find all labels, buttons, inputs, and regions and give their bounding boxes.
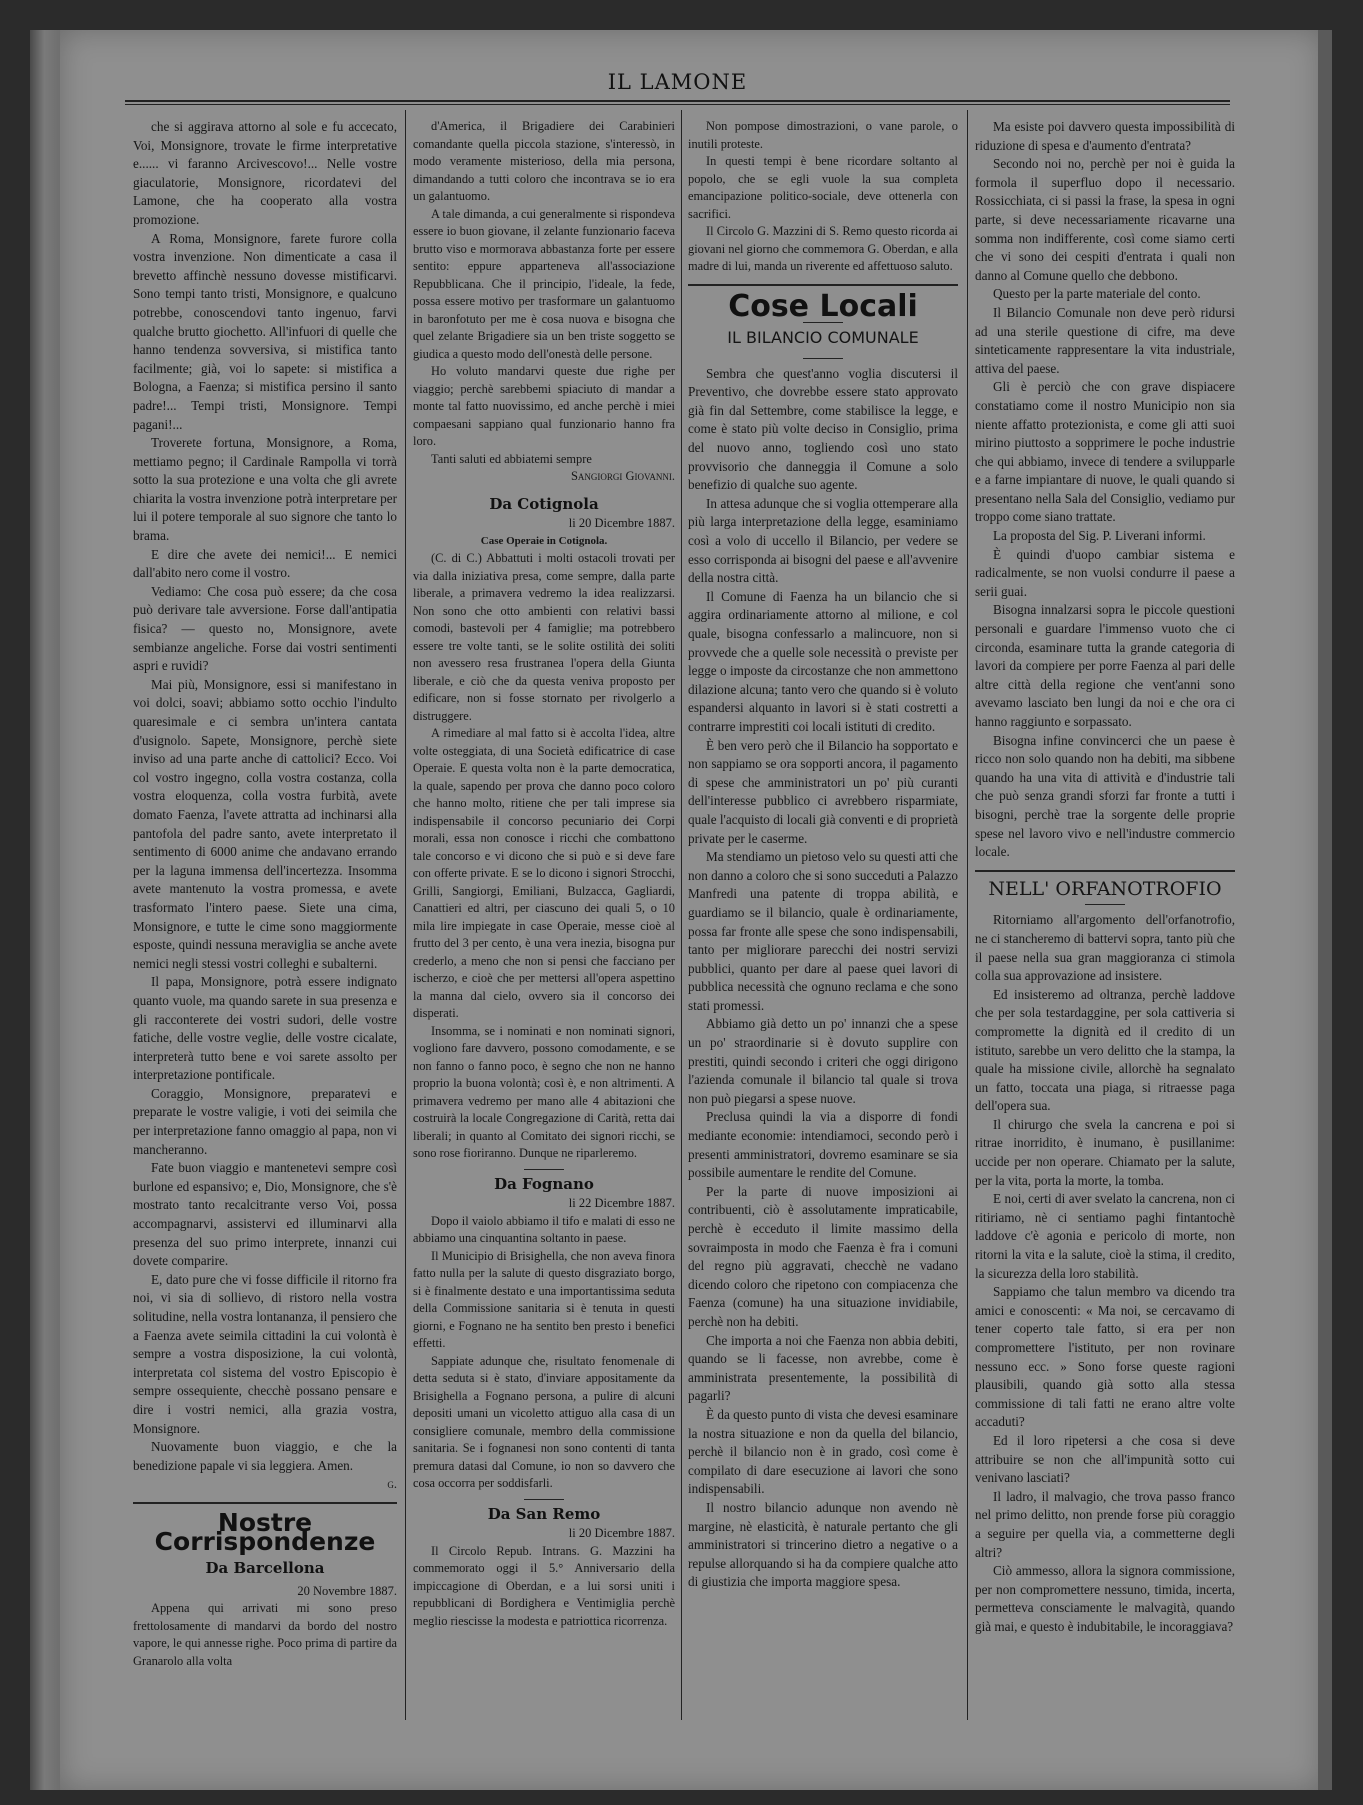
- paragraph: Insomma, se i nominati e non nominati signori, vogliono fare davvero, possono comodamente, e se non fanno o fanno poco, è segno che non ne hanno proprio la buona volontà; così è, e non altrimenti. A primavera vedremo per mano alle 4 abitazioni che costruirà la locale Congregazione di Carità, retta dai liberali; in quanto al Comitato dei signori ricchi, se sono rose fioriranno. Dunque ne riparleremo.: [413, 1023, 675, 1160]
- column-2: [413, 118, 675, 1718]
- paragraph: Nuovamente buon viaggio, e che la benedizione papale vi sia leggiera. Amen.: [133, 1439, 397, 1473]
- paragraph: Coraggio, Monsignore, preparatevi e preparate le vostre valigie, i voti dei seimila che per interpretazione fanno omaggio al papa, non vi mancheranno.: [133, 1085, 397, 1157]
- paragraph: Secondo noi no, perchè per noi è guida la formola il superfluo dopo il necessario. Rossicchiata, ci si passi la frase, la spesa in ogni parte, si deve necessariamente ricavarne una somma non indifferente, così come siamo certi che vi sono dei cespiti d'entrata i quali non danno al Comune quello che debbono.: [975, 156, 1235, 283]
- paragraph: Il Comune di Faenza ha un bilancio che si aggira ordinariamente attorno al milione, e col quale, bisogna confessarlo a malincuore, non si provvede che a quelle sole necessità o previste per legge o imposte da circostanze che non ammettono dilazione alcuna; tanto vero che quando si è voluto espandersi alquanto in lavori si è stati costretti a contrarre imprestiti coi locali istituti di credito.: [688, 588, 958, 734]
- paragraph: Preclusa quindi la via a disporre di fondi mediante economie: intendiamoci, secondo però i presenti amministratori, dovremo esaminare se sia possibile aumentare le rendite del Comune.: [688, 1109, 958, 1181]
- divider: [803, 358, 843, 359]
- paragraph: Non pompose dimostrazioni, o vane parole, o inutili proteste.: [688, 119, 958, 151]
- masthead: IL LAMONE: [607, 70, 748, 94]
- article-body: [413, 1213, 675, 1493]
- paragraph: E noi, certi di aver svelato la cancrena, non ci ritiriamo, nè ci sentiamo paghi fintantochè laddove c'è agonia e pericolo di morte, non ritorni la vita e la salute, cioè la stima, il credito, la sicurezza della loro stabilità.: [975, 1191, 1235, 1281]
- paragraph: Gli è perciò che con grave dispiacere constatiamo come il nostro Municipio non sia niente affatto protezionista, e come gli atti suoi mirino piuttosto a sopprimere le poche industrie che qui abbiamo, invece di tendere a svilupparle e a farne impiantare di nuove, le quali quando si presentano nella Sala del Consiglio, vediamo pur troppo come siano trattate.: [975, 379, 1235, 525]
- paragraph: Ritorniamo all'argomento dell'orfanotrofio, ne ci stancheremo di battervi sopra, tanto più che il paese nella sua gran maggioranza ci stimola colla sua approvazione ad insistere.: [975, 912, 1235, 984]
- paragraph: È da questo punto di vista che devesi esaminare la nostra situazione e non da quella del bilancio, perchè il bilancio non è in grado, così come è compilato di dare esecuzione ai lavori che sono indispensabili.: [688, 1406, 958, 1497]
- paragraph: Abbiamo già detto un po' innanzi che a spese un po' straordinarie si è dovuto supplire con prestiti, quindi secondo i criteri che oggi dirigono l'azienda comunale il bilancio tal quale si trova non può piegarsi a spese nuove.: [688, 1016, 958, 1106]
- paragraph: Bisogna infine convincerci che un paese è ricco non solo quando non ha debiti, ma sibbene quando ha una vita di attività e d'industrie tali che può senza grandi sforzi far fronte a tutti i bisogni, perchè trae la sorgente delle proprie spese nel lavoro vivo e nell'industre commercio locale.: [975, 732, 1235, 860]
- paragraph: E, dato pure che vi fosse difficile il ritorno fra noi, vi sia di sollievo, di ristoro nella vostra solitudine, nella vostra lontananza, il pensiero che a Faenza avete seimila cittadini la cui volontà è sempre a vostra disposizione, la cui volontà, interpretata col sistema del vostro Episcopio è sempre ossequiente, checchè possano pensare e dire i vostri nemici, alla grazia vostra, Monsignore.: [133, 1271, 397, 1436]
- paragraph: Questo per la parte materiale del conto.: [993, 286, 1201, 302]
- paragraph: Ho voluto mandarvi queste due righe per viaggio; perchè sarebbemi spiaciuto di mandar a monte tal fatto nuovissimo, ed anche perchè i miei compaesani sappiano qual funzionario hanno fra loro.: [413, 364, 675, 448]
- article-body: [688, 365, 958, 1592]
- divider: [524, 1499, 564, 1500]
- paragraph: Per la parte di nuove imposizioni ai contribuenti, ciò è assolutamente impraticabile, perchè è ecceduto il limite massimo della sovraimposta in modo che Faenza è fra i comuni del regno più aggravati, checchè ne vadano dicendo coloro che ripetono con compiacenza che Faenza (comune) ha una situazione invidiabile, perchè non ha debiti.: [688, 1183, 958, 1329]
- paragraph: Sembra che quest'anno voglia discutersi il Preventivo, che dovrebbe essere stato approvato già fin dal Settembre, come stabilisce la legge, e come è stato più volte deciso in Consiglio, prima del nuovo anno, togliendo così uno stato provvisorio che danneggia il Comune a solo benefizio di qualche suo agente.: [688, 365, 958, 493]
- dateline: li 20 Dicembre 1887.: [568, 1526, 675, 1540]
- article-body: [975, 911, 1235, 1636]
- paragraph: che si aggirava attorno al sole e fu accecato, Voi, Monsignore, trovate le firme interpretative e...... vi faranno Arcivescovo!... Nelle vostre giaculatorie, Monsignore, ricordatevi del Lamone, che ha cooperato alla vostra promozione.: [133, 119, 397, 227]
- paragraph: (C. di C.) Abbattuti i molti ostacoli trovati per via dalla iniziativa presa, come sempre, dalla parte liberale, a primavera vedremo la idea realizzarsi. Non sono che otto ambienti con relativi bassi comodi, bastevoli per 4 famiglie; ma potrebbero essere tre volte tanti, se le solite ostilità dei soliti non avessero resa frustranea l'opera della Giunta liberale, e ciò che da questa veniva proposto per edificare, non si fosse stornato per rivolgerlo a distruggere.: [413, 551, 675, 723]
- paragraph: Vediamo: Che cosa può essere; da che cosa può derivare tale avversione. Forse dall'antipatia fisica? — questo no, Monsignore, avete sembianze angeliche. Forse dai vostri sentimenti aspri e ruvidi?: [133, 583, 397, 674]
- column-1: [133, 118, 397, 1718]
- paragraph: A Roma, Monsignore, farete furore colla vostra invenzione. Non dimenticate a casa il brevetto affinchè nessuno dovesse mistificarvi. Sono tempi tanto tristi, Monsignore, e qualcuno potrebbe, conoscendovi tanto ingenuo, farvi qualche brutto giochetto. All'infuori di quelle che hanno tendenza sovversiva, si mistifica tanto facilmente; già, voi lo sapete: si mistifica a Bologna, a Faenza; si mistifica persino il santo padre!... Tempi tristi, Monsignore. Tempi pagani!...: [133, 230, 397, 432]
- article-title: IL BILANCIO COMUNALE: [727, 328, 919, 348]
- paragraph: d'America, il Brigadiere dei Carabinieri comandante quella piccola stazione, s'interessò, in modo veramente misterioso, della mia persona, dimandando a tutti coloro che incontrava se io era un galantuomo.: [413, 119, 675, 203]
- paragraph: Sappiate adunque che, risultato fenomenale di detta seduta si è stato, d'inviare appositamente da Brisighella a Fognano persona, a pulire di alcuni depositi umani un vicoletto attiguo alla casa di un consigliere comunale, membro della commissione sanitaria. Se i fognanesi non sono contenti di tanta premura datasi dal Comune, io non so davvero che cosa occorra per soddisfarli.: [413, 1353, 675, 1490]
- article-title: NELL' ORFANOTROFIO: [988, 877, 1222, 900]
- paragraph: Fate buon viaggio e mantenetevi sempre così burlone ed espansivo; e, Dio, Monsignore, che s'è mostrato tanto recalcitrante verso Voi, possa accompagnarvi, assistervi ed illuminarvi alla presenza del suo primo interprete, innanzi cui dovete comparire.: [133, 1160, 397, 1269]
- paragraph: Il chirurgo che svela la cancrena e poi si ritrae inorridito, è inumano, è pusillanime: uccide per non operare. Chiamato per la salute, per la vita, porta la morte, la tomba.: [975, 1116, 1235, 1188]
- correspondence-title: Da Fognano: [494, 1174, 594, 1193]
- correspondence-title: Da Barcellona: [205, 1559, 325, 1578]
- paragraph: Il nostro bilancio adunque non avendo nè margine, nè elasticità, è naturale pertanto che gli amministratori si trincerino dietro a negative o a repulse allorquando si ha da compiere qualche atto di giustizia che importa maggiore spesa.: [688, 1499, 958, 1590]
- paragraph: Il Circolo G. Mazzini di S. Remo questo ricorda ai giovani nel giorno che commemora G. Oberdan, e alla madre di lui, manda un riverente ed affettuoso saluto.: [688, 224, 958, 273]
- paragraph: In questi tempi è bene ricordare soltanto al popolo, che se egli vuole la sua completa emancipazione politico-sociale, deve ottenerla con sacrifici.: [688, 154, 958, 221]
- divider: [1085, 904, 1125, 905]
- header-rule: [125, 100, 1230, 105]
- section-rule: [133, 1502, 397, 1504]
- article-body: [413, 550, 675, 1163]
- correspondence-title: Da Cotignola: [489, 494, 599, 513]
- paragraph: Ma esiste poi davvero questa impossibilità di riduzione di spesa e d'aumento d'entrata?: [975, 119, 1235, 153]
- section-rule: [688, 284, 958, 286]
- paragraph: E dire che avete dei nemici!... E nemici dall'abito nero come il vostro.: [133, 546, 397, 581]
- paragraph: Ciò ammesso, allora la signora commissione, per non compromettere nessuno, timida, incerta, permetteva consciamente le malvagità, quando già mai, e questo è indubitabile, le incoraggiava?: [975, 1563, 1235, 1634]
- paragraph: Il Bilancio Comunale non deve però ridursi ad una sterile questione di cifre, ma deve sinteticamente rappresentare la vita industriale, attiva del paese.: [975, 304, 1235, 376]
- column-4: [975, 118, 1235, 1718]
- section-title: Nostre Corrispondenze: [154, 1507, 376, 1556]
- paragraph: Ed il loro ripetersi a che cosa si deve attribuire se non che all'impunità sotto cui venivano lasciati?: [975, 1432, 1235, 1486]
- column-divider: [405, 110, 406, 1720]
- dateline: li 20 Dicembre 1887.: [568, 516, 675, 530]
- paragraph: Tanti saluti ed abbiatemi sempre: [431, 451, 592, 466]
- signature: Sangiorgi Giovanni.: [570, 469, 675, 483]
- correspondence-text: Appena qui arrivati mi sono preso frettolosamente di mandarvi da bordo del nostro vapore, le qui annesse righe. Poco prima di partire da Granarolo alla volta: [133, 1601, 397, 1668]
- column-3: [688, 118, 958, 1718]
- paragraph: In attesa adunque che si voglia ottemperare alla più larga interpretazione della legge, esaminiamo così a volo di uccello il Bilancio, per vedere se esso corrisponda ai bisogni del paese e all'avvenire della nostra città.: [688, 495, 958, 586]
- article-body: [688, 118, 958, 276]
- paragraph: A rimediare al mal fatto si è accolta l'idea, altre volte osteggiata, di una Società edificatrice di case Operaie. E questa volta non è la parte democratica, la quale, sapendo per prova che danno poco coloro che hanno molto, ritiene che per tali imprese sia indispensabile il concorso pecuniario dei Corpi morali, essa non conosce i ricchi che combattono tale concorso e vi dicono che si può e si deve fare con offerte private. E se lo dicono i signori Strocchi, Grilli, Sangiorgi, Emiliani, Bulzacca, Gagliardi, Canattieri ed altri, per ciascuno dei quali 5, o 10 mila lire impiegate in case Operaie, messe cioè al frutto del 3 per cento, è una vera inezia, bisogna pur crederlo, a meno che non si pensi che facciano per ischerzo, e cioè che per mettersi all'opera aspettino la manna dal cielo, ovvero sia il concorso dei disperati.: [413, 726, 675, 1020]
- paragraph: Il papa, Monsignore, potrà essere indignato quanto vuole, ma quando sarete in sua presenza e gli racconterete dei vostri sudori, delle vostre fatiche, delle vostre veglie, delle vostre cicalate, interpreterà tutto bene e voi sarete assolto per interpretazione pontificale.: [133, 974, 397, 1083]
- article-body: [133, 118, 397, 1475]
- divider: [524, 1169, 564, 1170]
- correspondence-title: Da San Remo: [487, 1504, 601, 1523]
- column-divider: [967, 110, 968, 1720]
- section-rule: [975, 870, 1235, 872]
- paragraph: Bisogna innalzarsi sopra le piccole questioni personali e guardare l'immenso vuoto che ci circonda, esaminare tutta la grande categoria di lavori da compiere per porre Faenza al pari delle altre città della regione che vent'anni sono avevamo lasciato ben lungi da noi e che ora ci hanno raggiunto e sorpassato.: [975, 602, 1235, 729]
- paragraph: Che importa a noi che Faenza non abbia debiti, quando se li facesse, non avrebbe, come è amministrata presentemente, la possibilità di pagarli?: [688, 1332, 958, 1404]
- correspondence-text: Il Circolo Repub. Intrans. G. Mazzini ha commemorato oggi il 5.° Anniversario della impiccagione di Oberdan, e a lui sorsi uniti i repubblicani di Bordighera e Ventimiglia perchè meglio riescisse la modesta e patriottica ricorrenza.: [413, 1543, 675, 1628]
- signature: g.: [387, 1477, 397, 1492]
- paragraph: Il ladro, il malvagio, che trova passo franco nel primo delitto, non prende forse più coraggio a seguire per quella via, a commetterne degli altri?: [975, 1488, 1235, 1560]
- dateline: 20 Novembre 1887.: [297, 1583, 397, 1598]
- subheading: Case Operaie in Cotignola.: [480, 534, 608, 547]
- paragraph: Il Municipio di Brisighella, che non aveva finora fatto nulla per la salute di questo disgraziato borgo, si è finalmente destato e una importantissima seduta della Commissione sanitaria si è tenuta in questi giorni, e Fognano ne ha sentito ben presto i benefici effetti.: [413, 1248, 675, 1350]
- paragraph: Ma stendiamo un pietoso velo su questi atti che non danno a coloro che si sono succeduti a Palazzo Manfredi una patente di troppa abilità, e guardiamo se il bilancio, quale è ordinariamente, possa far fronte alle spese che sono indispensabili, tanto per migliorare parecchi dei nostri servizi pubblici, quanto per dare al paese quei lavori di pubblica necessità che ognuno reclama e che sono stati promessi.: [688, 849, 958, 1013]
- paragraph: A tale dimanda, a cui generalmente si rispondeva essere io buon giovane, il zelante funzionario faceva brutto viso e mormorava abbastanza forte per essere sentito: eppure apparteneva all'associazione Repubblicana. Che il principio, l'ideale, la fede, possa essere motivo per trasformare un galantuomo in baronfotuto per me è cosa nuova e bisogna che quel zelante Brigadiere sia un ben triste soggetto se giudica a questo modo dell'onestà delle persone.: [413, 206, 675, 361]
- page-edge: [1318, 30, 1332, 1790]
- paragraph: Dopo il vaiolo abbiamo il tifo e malati di esso ne abbiamo una cinquantina soltanto in paese.: [413, 1213, 675, 1245]
- paragraph: Troverete fortuna, Monsignore, a Roma, mettiamo pegno; il Cardinale Rampolla vi torrà sotto la sua protezione e una volta che gli avrete chiarita la vostra invenzione potrà interpretare per lui il potere temporale al suo signore che tanto lo brama.: [133, 435, 397, 544]
- article-body: [975, 118, 1235, 862]
- paragraph: Mai più, Monsignore, essi si manifestano in voi dolci, soavi; abbiamo sotto occhio l'indulto quaresimale e ci sembra un'intera cantata d'usignolo. Sapete, Monsignore, perchè siete inviso ad una parte anche di cattolici? Ecco. Voi col vostro ingegno, colla vostra costanza, colla vostra eloquenza, colla vostra furbità, avete domato Faenza, l'avete attratta ad inchinarsi alla pantofola del padre santo, avete interpretato il sentimento di 6000 anime che andavano errando per la laguna immensa dell'incertezza. Insomma avete mantenuto la vostra promessa, e avete trasformato l'intero paese. Siete una cima, Monsignore, e tutte le cime sono maggiormente esposte, quindi nessuna meraviglia se anche avete nemici negli stessi vostri colleghi e subalterni.: [133, 676, 397, 971]
- paragraph: Sappiamo che talun membro va dicendo tra amici e conoscenti: « Ma noi, se cercavamo di tener coperto tale fatto, si era per non compromettere l'istituto, per non rovinare nessuno ecc. » Sono forse queste ragioni plausibili, quando già sotto alla stessa commissione di tali fatti ne erano altre volte accaduti?: [975, 1284, 1235, 1430]
- paragraph: È quindi d'uopo cambiar sistema e radicalmente, se non vuolsi condurre il paese a serii guai.: [975, 546, 1235, 599]
- dateline: li 22 Dicembre 1887.: [568, 1196, 675, 1210]
- section-title: Cose Locali: [728, 288, 918, 324]
- paragraph: La proposta del Sig. P. Liverani informi.: [993, 528, 1206, 544]
- column-divider: [681, 110, 682, 1720]
- paragraph: Ed insisteremo ad oltranza, perchè laddove che per sola testardaggine, per sola cattiveria si compromette la dignità ed il credito di un istituto, sarebbe un vero delitto che la stampa, la quale ha missione civile, allorchè ha segnalato un fatto, toccata una piaga, si ritraesse paga dell'opera sua.: [975, 986, 1235, 1114]
- paragraph: È ben vero però che il Bilancio ha sopportato e non sappiamo se ora sopporti ancora, il pagamento di spese che amministratori un po' più curanti dell'interesse pubblico ci avrebbero risparmiate, quale l'acquisto di locali già conventi e di proprietà private per le caserme.: [688, 737, 958, 846]
- article-body: [413, 118, 675, 468]
